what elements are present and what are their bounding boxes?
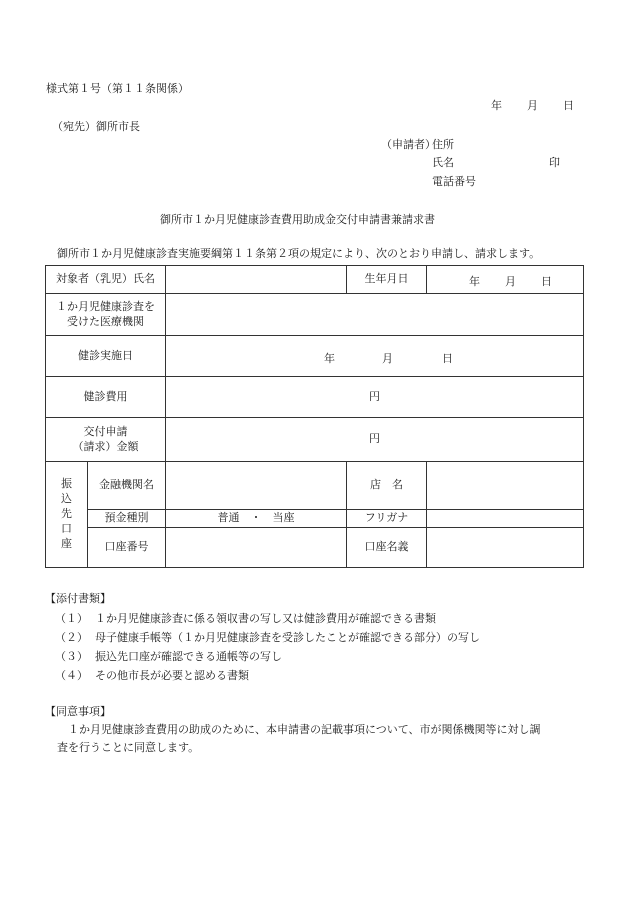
attachment-item — [55, 629, 480, 645]
exam-date-label: 健診実施日 — [46, 336, 166, 377]
date-month-label: 月 — [527, 99, 538, 112]
exam-day-label: 日 — [442, 351, 453, 365]
applicant-phone-label: 電話番号 — [432, 175, 476, 188]
furigana-label: フリガナ — [347, 510, 427, 528]
birth-date-label: 生年月日 — [347, 266, 427, 294]
attachment-number: （２） — [55, 631, 88, 644]
row-institution — [46, 294, 584, 336]
birth-month-label: 月 — [505, 275, 516, 289]
birth-year-label: 年 — [469, 275, 480, 289]
addressee: （宛先）御所市長 — [52, 120, 140, 133]
attachment-text: １か月児健康診査に係る領収書の写し又は健診費用が確認できる書類 — [95, 612, 436, 625]
deposit-type-label: 預金種別 — [88, 510, 166, 528]
attachment-text: 振込先口座が確認できる通帳等の写し — [95, 650, 282, 663]
form-number: 様式第１号（第１１条関係） — [46, 82, 189, 95]
transfer-char: 振 — [61, 477, 72, 491]
grant-amount-field[interactable]: 円 — [166, 418, 584, 462]
institution-field[interactable] — [166, 294, 584, 336]
row-exam-date — [46, 336, 584, 377]
transfer-char: 込 — [61, 492, 72, 506]
row-account-number — [46, 528, 584, 568]
subject-name-label: 対象者（乳児）氏名 — [46, 266, 166, 294]
bank-name-label: 金融機関名 — [88, 462, 166, 510]
birth-date-field[interactable] — [427, 266, 584, 294]
exam-month-label: 月 — [382, 351, 393, 365]
date-year-label: 年 — [491, 99, 502, 112]
consent-heading: 【同意事項】 — [45, 705, 111, 718]
seal-mark: 印 — [549, 156, 560, 169]
attachment-number: （３） — [55, 650, 88, 663]
exam-year-label: 年 — [324, 351, 335, 365]
account-number-field[interactable] — [166, 528, 347, 568]
branch-label: 店 名 — [347, 462, 427, 510]
attachment-text: 母子健康手帳等（１か月児健康診査を受診したことが確認できる部分）の写し — [95, 631, 480, 644]
consent-text-line2: 査を行うことに同意します。 — [57, 741, 200, 754]
grant-amount-label — [46, 418, 166, 462]
institution-label-line1: １か月児健康診査を — [56, 299, 155, 313]
applicant-address-label: 住所 — [432, 138, 454, 151]
row-exam-cost — [46, 377, 584, 418]
grant-label-line1: 交付申請 — [83, 424, 128, 438]
account-holder-label: 口座名義 — [347, 528, 427, 568]
attachment-number: （１） — [55, 612, 88, 625]
transfer-char: 座 — [61, 536, 72, 550]
bank-name-field[interactable] — [166, 462, 347, 510]
attachment-text: その他市長が必要と認める書類 — [95, 669, 249, 682]
consent-text-line1: １か月児健康診査費用の助成のために、本申請書の記載事項について、市が関係機関等に対し調 — [68, 723, 541, 736]
intro-text: 御所市１か月児健康診査実施要綱第１１条第２項の規定により、次のとおり申請し、請求します。 — [57, 247, 541, 260]
branch-field[interactable] — [427, 462, 584, 510]
transfer-char: 口 — [61, 521, 72, 535]
institution-label-line2: 受けた医療機関 — [67, 314, 144, 328]
transfer-account-label — [46, 462, 88, 568]
attachment-number: （４） — [55, 669, 88, 682]
attachment-item — [55, 648, 282, 664]
institution-label — [46, 294, 166, 336]
exam-cost-field[interactable]: 円 — [166, 377, 584, 418]
exam-cost-label: 健診費用 — [46, 377, 166, 418]
row-bank-name — [46, 462, 584, 510]
row-deposit-type — [46, 510, 584, 528]
attachments-heading: 【添付書類】 — [45, 592, 111, 605]
deposit-type-options[interactable]: 普通 ・ 当座 — [166, 510, 347, 528]
subject-name-field[interactable] — [166, 266, 347, 294]
row-subject — [46, 266, 584, 294]
grant-label-line2: （請求）金額 — [72, 439, 139, 453]
row-grant-amount — [46, 418, 584, 462]
application-form-table — [45, 265, 584, 568]
furigana-field[interactable] — [427, 510, 584, 528]
applicant-name-label: 氏名 — [432, 156, 454, 169]
birth-day-label: 日 — [541, 275, 552, 289]
account-number-label: 口座番号 — [88, 528, 166, 568]
exam-date-field[interactable] — [166, 336, 584, 377]
attachment-item — [55, 610, 436, 626]
account-holder-field[interactable] — [427, 528, 584, 568]
applicant-label: （申請者） — [381, 138, 436, 151]
transfer-char: 先 — [61, 507, 72, 521]
date-day-label: 日 — [563, 99, 574, 112]
attachment-item — [55, 667, 249, 683]
page-title: 御所市１か月児健康診査費用助成金交付申請書兼請求書 — [160, 213, 435, 226]
